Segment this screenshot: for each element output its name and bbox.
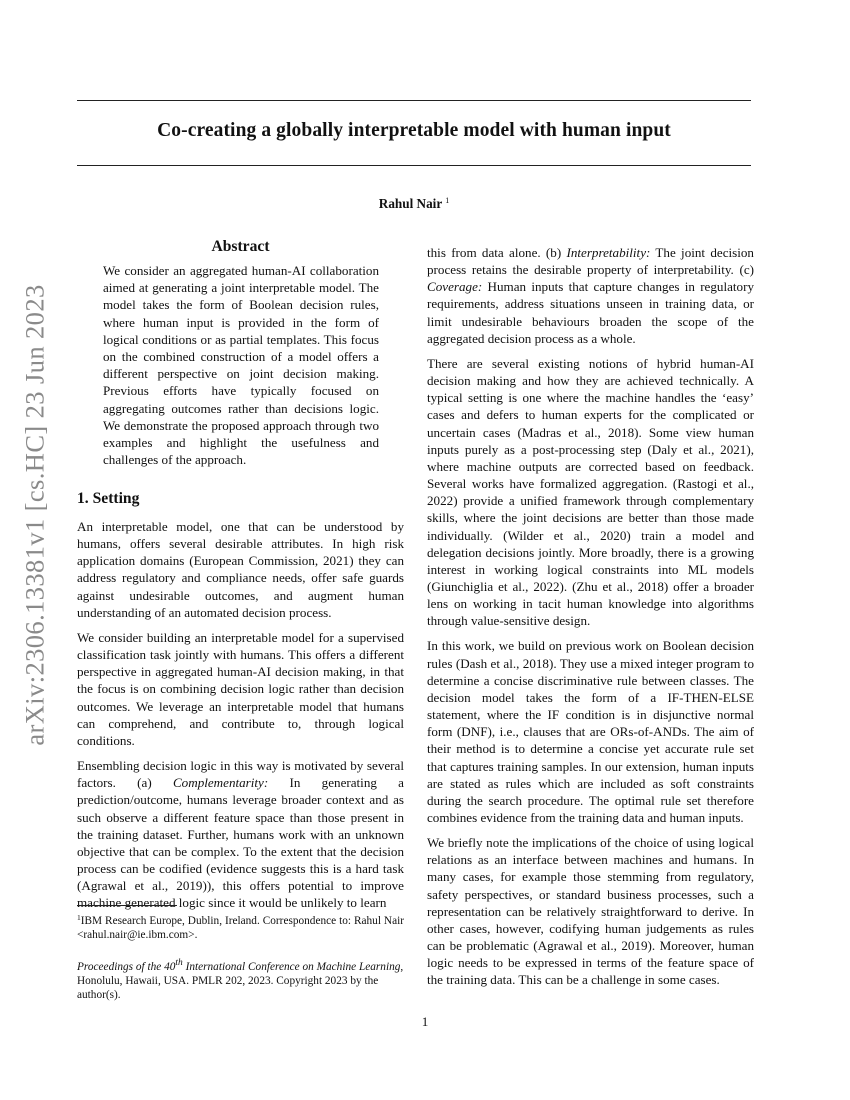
footnote-rule — [77, 905, 177, 906]
title-bottom-rule — [77, 165, 751, 166]
left-column-body — [77, 518, 404, 911]
proceedings-ordinal: th — [175, 958, 183, 968]
paragraph-building-model: We consider building an interpretable model for a supervised classification task jointly with humans. This offers a different perspective in aggregated human-AI decision making, in that the focus is on combining decision logic rather than decision outcomes. We leverage an interpretable model that humans can comprehend, and contribute to, through logical conditions. — [77, 629, 404, 748]
paragraph-implications: We briefly note the implications of the choice of using logical relations as an interface between machines and humans. In many cases, for example those stemming from regulatory, safety perspectives, or standard business processes, such a representation can be relatively straightforward to derive. In other cases, however, codifying human judgements as rules can be problematic (Agrawal et al., 2019). Moreover, human logic needs to be expressed in terms of the feature space of the training data. This can be a challenge in some cases. — [427, 835, 754, 988]
proceedings-note — [77, 956, 404, 1002]
paragraph-ensembling-intro: Ensembling decision logic in this way is motivated by several factors. (a) — [77, 758, 404, 791]
proceedings-conference: International Conference on Machine Learning — [182, 960, 401, 973]
paragraph-this-work: In this work, we build on previous work on Boolean decision rules (Dash et al., 2018). They use a mixed integer program to determine a concise discriminative rule between classes. The decision model takes the form of a IF-THEN-ELSE statement, where the IF condition is in disjunctive normal form (DNF), i.e., clauses that are ORs-of-ANDs. The aim of their method is to determine a concise yet accurate rule set that captures training samples. In our extension, human inputs are stated as rules which are included as soft constraints during the search procedure. The optimal rule set therefore combines evidence from the training data and human inputs. — [427, 638, 754, 825]
footnote-affiliation — [77, 911, 404, 942]
footnote-mark: 1 — [77, 913, 81, 922]
paragraph-coverage-text: Human inputs that capture changes in regulatory requirements, address situations unseen in training data, or limit undesirable behaviours broaden the scope of the aggregated decision process as a whole. — [427, 279, 754, 346]
paragraph-continued-intro: this from data alone. (b) — [427, 245, 567, 260]
page-number: 1 — [421, 1014, 429, 1029]
abstract-text: We consider an aggregated human-AI collaboration aimed at generating a joint interpretable model. The model takes the form of Boolean decision rules, where human input is provided in the form of logical conditions or as partial templates. This focus on the combined construction of a model offers a different perspective on joint decision making. Previous efforts have typically focused on aggregating outcomes rather than decisions logic. We demonstrate the proposed approach through two examples and highlight the usefulness and challenges of the approach. — [103, 263, 379, 468]
abstract-heading: Abstract — [211, 238, 270, 255]
arxiv-identifier: arXiv:2306.13381v1 [cs.HC] 23 Jun 2023 — [19, 284, 50, 746]
section-heading-setting: 1. Setting — [77, 490, 140, 507]
title-top-rule — [77, 100, 751, 101]
footnote-text: IBM Research Europe, Dublin, Ireland. Correspondence to: Rahul Nair <rahul.nair@ie.ibm.com>. — [77, 915, 404, 942]
label-complementarity: Complementarity: — [172, 775, 269, 791]
paragraph-complementarity-text: In generating a prediction/outcome, humans leverage broader context and as such observe a different feature space than those present in the training dataset. Further, humans work with an unknown objective that can be complex. To the extent that the decision process can be codified (evidence suggests this is a hard task (Agrawal et al., 2019)), this offers potential to improve machine generated logic since it would be unlikely to learn — [77, 775, 404, 911]
paragraph-interpretable-model: An interpretable model, one that can be understood by humans, offers several desirable attributes. In high risk application domains (European Commission, 2021) they can address regulatory and compliance needs, offer safe guards against undesirable outcomes, and augment human understanding of an automated decision process. — [77, 519, 404, 620]
proceedings-details: , Honolulu, Hawaii, USA. PMLR 202, 2023. Copyright 2023 by the author(s). — [77, 960, 404, 1002]
arxiv-stamp — [14, 284, 56, 746]
proceedings-prefix: Proceedings of the 40 — [77, 960, 176, 973]
paragraph-ensembling-continued — [427, 244, 754, 347]
author-affiliation-mark: 1 — [445, 196, 450, 205]
paper-title: Co-creating a globally interpretable model with human input — [157, 120, 671, 141]
author-line — [77, 196, 751, 212]
right-column-body — [427, 244, 754, 989]
paragraph-interpretability-text: The joint decision process retains the desirable property of interpretability. (c) — [427, 245, 754, 278]
label-interpretability: Interpretability: — [566, 245, 651, 260]
label-coverage: Coverage: — [427, 279, 483, 295]
paragraph-ensembling-motivation — [77, 757, 404, 911]
paragraph-hybrid-notions: There are several existing notions of hybrid human-AI decision making and how they are achieved technically. A typical setting is one where the machine handles the ‘easy’ cases and defers to human experts for the complicated or uncertain cases (Madras et al., 2018). Some view human inputs purely as a post-processing step (Daly et al., 2021), where machine outputs are corrected based on feedback. Several works have formalized aggregation. (Rastogi et al., 2022) provide a unified framework through complementary skills, where the joint decisions are better than those made individually. (Wilder et al., 2020) train a model and delegation decisions jointly. More broadly, there is a growing interest in working logical constraints into ML models (Giunchiglia et al., 2022). (Zhu et al., 2018) offer a broader lens on working in tacit human knowledge into algorithms through value-sensitive design. — [427, 355, 754, 629]
author-name: Rahul Nair — [378, 196, 443, 211]
